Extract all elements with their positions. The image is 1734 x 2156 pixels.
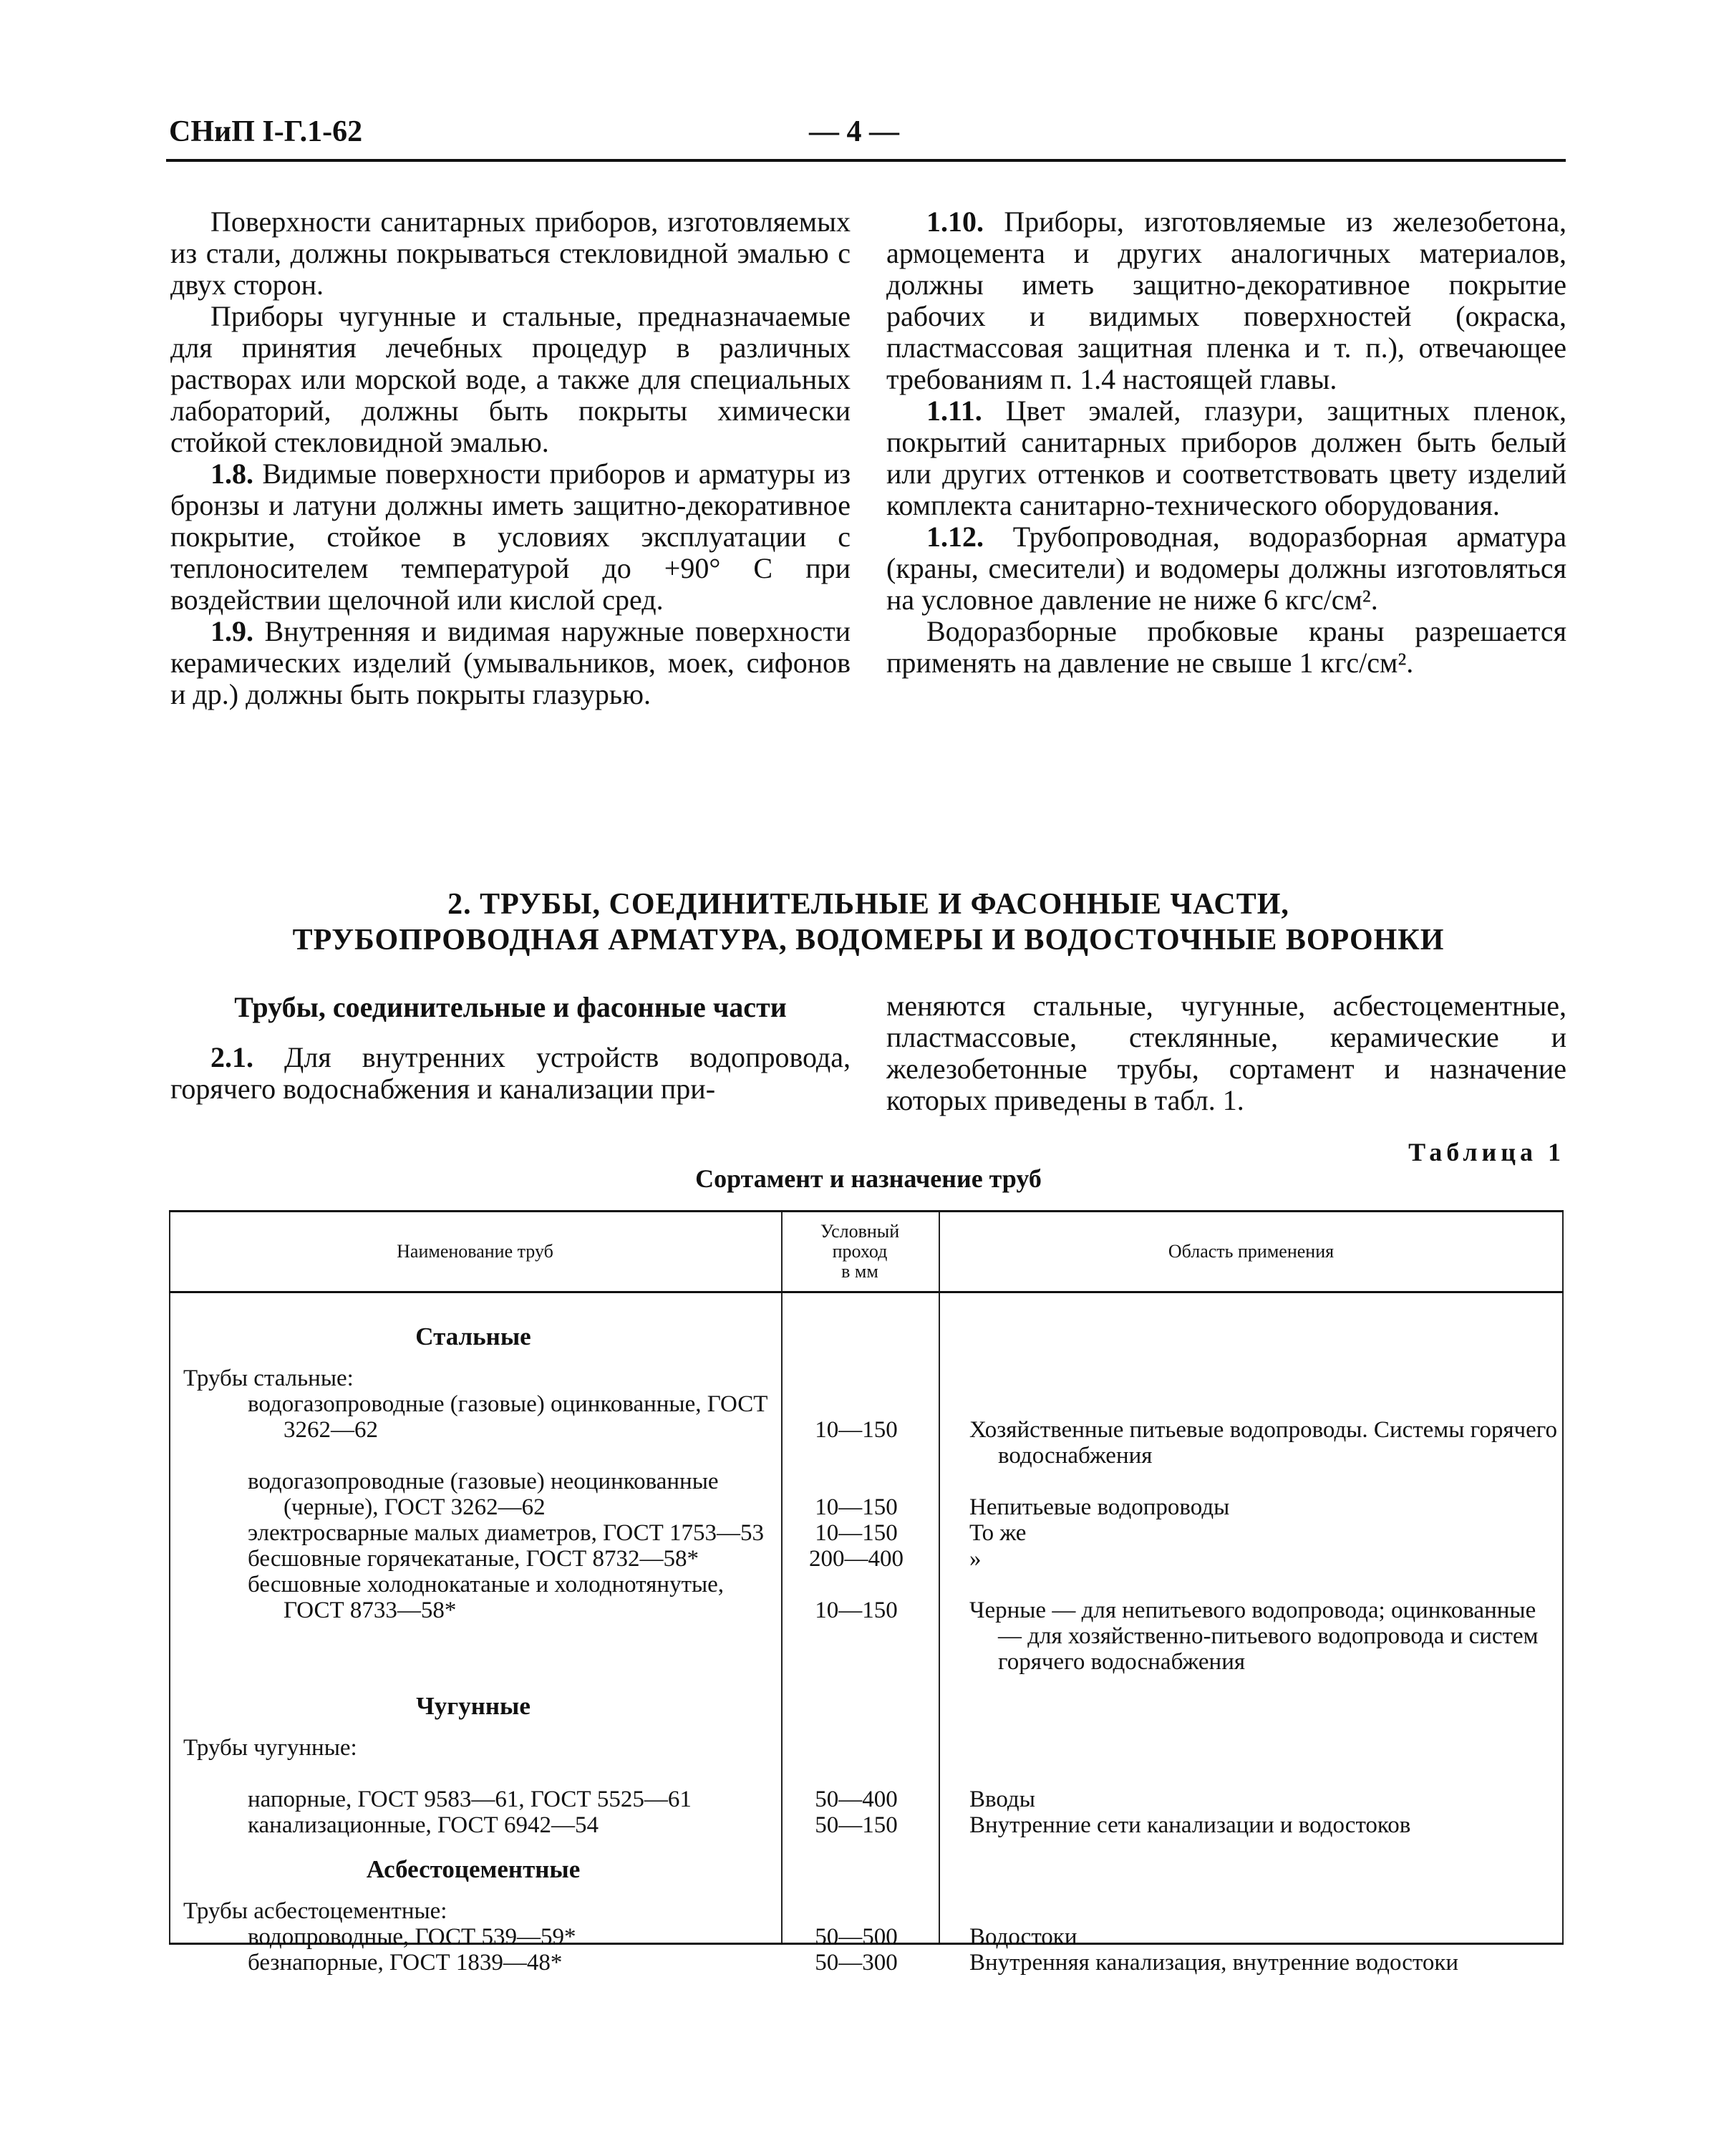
table-row xyxy=(169,1812,1564,1838)
table-header xyxy=(169,1212,1564,1293)
pipe-name: водогазопроводные (газовые) оцинкованные, ГОСТ 3262—62 xyxy=(248,1391,768,1443)
table-row xyxy=(169,1469,1564,1520)
application-cell xyxy=(935,1391,1558,1469)
paragraph: Водоразборные пробковые краны разрешается применять на давление не свыше 1 кгс/см². xyxy=(886,615,1566,679)
header-line: проход xyxy=(832,1241,888,1262)
application: Хозяйственные питьевые водопроводы. Системы горячего водоснабжения xyxy=(969,1417,1557,1469)
name-cell xyxy=(169,1812,778,1838)
application: Внутренняя канализация, внутренние водостоки xyxy=(969,1950,1459,1976)
application-cell xyxy=(935,1572,1558,1675)
pipe-name: напорные, ГОСТ 9583—61, ГОСТ 5525—61 xyxy=(248,1787,692,1812)
pipe-name: бесшовные горячекатаные, ГОСТ 8732—58* xyxy=(248,1546,699,1572)
nominal-bore: 50—150 xyxy=(815,1812,898,1838)
nominal-bore: 50—500 xyxy=(815,1924,898,1950)
subsection-heading: Трубы, соединительные и фасонные части xyxy=(234,991,787,1023)
name-cell xyxy=(169,1787,778,1812)
table-row xyxy=(169,1924,1564,1950)
paragraph-2-1-continued xyxy=(886,990,1566,1116)
header-line: Условный xyxy=(820,1221,900,1242)
left-column xyxy=(170,206,851,710)
application-cell xyxy=(935,1950,1558,1976)
clause-text: Внутренняя и видимая наружные поверхности керамических изделий (умывальников, моек, сифонов и др.) должны быть покрыты глазурью. xyxy=(170,615,851,710)
table-label-row xyxy=(169,1898,1564,1924)
table-label-row xyxy=(169,1365,1564,1391)
application-cell xyxy=(935,1520,1558,1546)
name-cell xyxy=(169,1391,778,1469)
header-name: Наименование труб xyxy=(397,1241,553,1262)
pipe-name: электросварные малых диаметров, ГОСТ 1753—53 xyxy=(248,1520,765,1546)
pipe-name: канализационные, ГОСТ 6942—54 xyxy=(248,1812,599,1838)
header-rule xyxy=(166,159,1566,162)
section-heading-line: 2. ТРУБЫ, СОЕДИНИТЕЛЬНЫЕ И ФАСОННЫЕ ЧАСТИ, xyxy=(447,888,1289,921)
right-column xyxy=(886,206,1566,679)
table-group-row xyxy=(169,1305,1564,1365)
table-caption: Таблица 1 xyxy=(1408,1138,1565,1166)
section-heading xyxy=(170,886,1566,958)
name-cell xyxy=(169,1924,778,1950)
table-body xyxy=(169,1305,1564,1976)
paragraph-1-9 xyxy=(170,616,851,710)
name-cell xyxy=(169,1572,778,1675)
paragraph-2-1-start xyxy=(170,1042,851,1105)
header-application: Область применения xyxy=(1168,1241,1335,1262)
name-cell xyxy=(169,1520,778,1546)
document-code: СНиП I-Г.1-62 xyxy=(169,115,363,148)
nominal-bore: 10—150 xyxy=(815,1520,898,1546)
nominal-bore: 10—150 xyxy=(815,1494,898,1520)
pipe-name: бесшовные холоднокатаные и холоднотянутые, ГОСТ 8733—58* xyxy=(248,1572,725,1623)
name-cell xyxy=(169,1950,778,1976)
table-label-row xyxy=(169,1735,1564,1761)
application: » xyxy=(969,1546,982,1572)
clause-number: 1.10. xyxy=(926,206,984,238)
paragraph-1-8 xyxy=(170,458,851,616)
nominal-bore: 50—300 xyxy=(815,1950,898,1976)
table-row xyxy=(169,1520,1564,1546)
header-line: в мм xyxy=(841,1261,878,1282)
table-group-row xyxy=(169,1838,1564,1898)
clause-number: 1.9. xyxy=(210,615,253,647)
table-group-row xyxy=(169,1675,1564,1735)
pipe-assortment-table xyxy=(169,1210,1564,1976)
application-cell xyxy=(935,1812,1558,1838)
section-heading-line: ТРУБОПРОВОДНАЯ АРМАТУРА, ВОДОМЕРЫ И ВОДОСТОЧНЫЕ ВОРОНКИ xyxy=(292,924,1445,957)
paragraph-1-10 xyxy=(886,206,1566,395)
clause-text: Видимые поверхности приборов и арматуры из бронзы и латуни должны иметь защитно-декоративное покрытие, стойкое в условиях эксплуатации с теплоносителем температурой до +90° С при воздействии щелочной или кислой сред. xyxy=(170,458,851,616)
paragraph: Поверхности санитарных приборов, изготовляемых из стали, должны покрываться стекловидной эмалью с двух сторон. xyxy=(170,206,851,301)
group-heading: Чугунные xyxy=(416,1692,531,1720)
application: Вводы xyxy=(969,1787,1035,1812)
table-row xyxy=(169,1950,1564,1976)
table-row xyxy=(169,1787,1564,1812)
clause-text: Приборы, изготовляемые из железобетона, армоцемента и других аналогичных материалов, должны иметь защитно-декоративное покрытие рабочих и видимых поверхностей (окраска, пластмассовая защитная пленка и т. п.), отвечающее требованиям п. 1.4 настоящей главы. xyxy=(886,206,1566,395)
application: Непитьевые водопроводы xyxy=(969,1494,1230,1520)
application: Водостоки xyxy=(969,1924,1077,1950)
paragraph: Приборы чугунные и стальные, предназначаемые для принятия лечебных процедур в различных растворах или морской воде, а также для специальных лабораторий, должны быть покрыты химически стойкой стекловидной эмалью. xyxy=(170,300,851,458)
application-cell xyxy=(935,1787,1558,1812)
paragraph-1-11 xyxy=(886,395,1566,521)
clause-number: 2.1. xyxy=(210,1041,253,1073)
clause-text: Трубопроводная, водоразборная арматура (краны, смесители) и водомеры должны изготовляться на условное давление не ниже 6 кгс/см². xyxy=(886,521,1567,616)
application: То же xyxy=(969,1520,1027,1546)
category-label: Трубы асбестоцементные: xyxy=(183,1898,447,1924)
paragraph-1-12 xyxy=(886,521,1566,616)
table-row xyxy=(169,1572,1564,1675)
group-heading: Асбестоцементные xyxy=(366,1855,581,1883)
name-cell xyxy=(169,1469,778,1520)
nominal-bore: 10—150 xyxy=(815,1417,898,1443)
application-cell xyxy=(935,1546,1558,1572)
name-cell xyxy=(169,1546,778,1572)
page-number: — 4 — xyxy=(809,115,899,148)
paragraph-2-1 xyxy=(170,990,1566,1119)
category-label: Трубы чугунные: xyxy=(183,1735,357,1761)
nominal-bore: 10—150 xyxy=(815,1597,898,1623)
clause-number: 1.11. xyxy=(926,395,982,427)
category-label: Трубы стальные: xyxy=(183,1365,354,1391)
nominal-bore: 50—400 xyxy=(815,1787,898,1812)
application: Черные — для непитьевого водопровода; оцинкованные — для хозяйственно-питьевого водопровода и систем горячего водоснабжения xyxy=(969,1597,1539,1675)
table-row xyxy=(169,1546,1564,1572)
group-heading: Стальные xyxy=(415,1323,531,1350)
application-cell xyxy=(935,1924,1558,1950)
application-cell xyxy=(935,1494,1558,1520)
clause-text: Цвет эмалей, глазури, защитных пленок, покрытий санитарных приборов должен быть белый или других оттенков и соответствовать цвету изделий комплекта санитарно-технического оборудования. xyxy=(886,395,1567,521)
table-title: Сортамент и назначение труб xyxy=(695,1164,1042,1193)
clause-text: Для внутренних устройств водопровода, горячего водоснабжения и канализации при- xyxy=(170,1041,851,1105)
application: Внутренние сети канализации и водостоков xyxy=(969,1812,1411,1838)
nominal-bore: 200—400 xyxy=(809,1546,904,1572)
clause-number: 1.8. xyxy=(210,458,253,490)
clause-number: 1.12. xyxy=(926,521,984,553)
pipe-name: водогазопроводные (газовые) неоцинкованные (черные), ГОСТ 3262—62 xyxy=(248,1469,719,1520)
pipe-name: безнапорные, ГОСТ 1839—48* xyxy=(248,1950,563,1976)
clause-text: меняются стальные, чугунные, асбестоцементные, пластмассовые, стеклянные, керамические и железобетонные трубы, сортамент и назначение которых приведены в табл. 1. xyxy=(886,990,1566,1116)
table-row xyxy=(169,1391,1564,1469)
pipe-name: водопроводные, ГОСТ 539—59* xyxy=(248,1924,576,1950)
header-passage xyxy=(781,1212,939,1291)
